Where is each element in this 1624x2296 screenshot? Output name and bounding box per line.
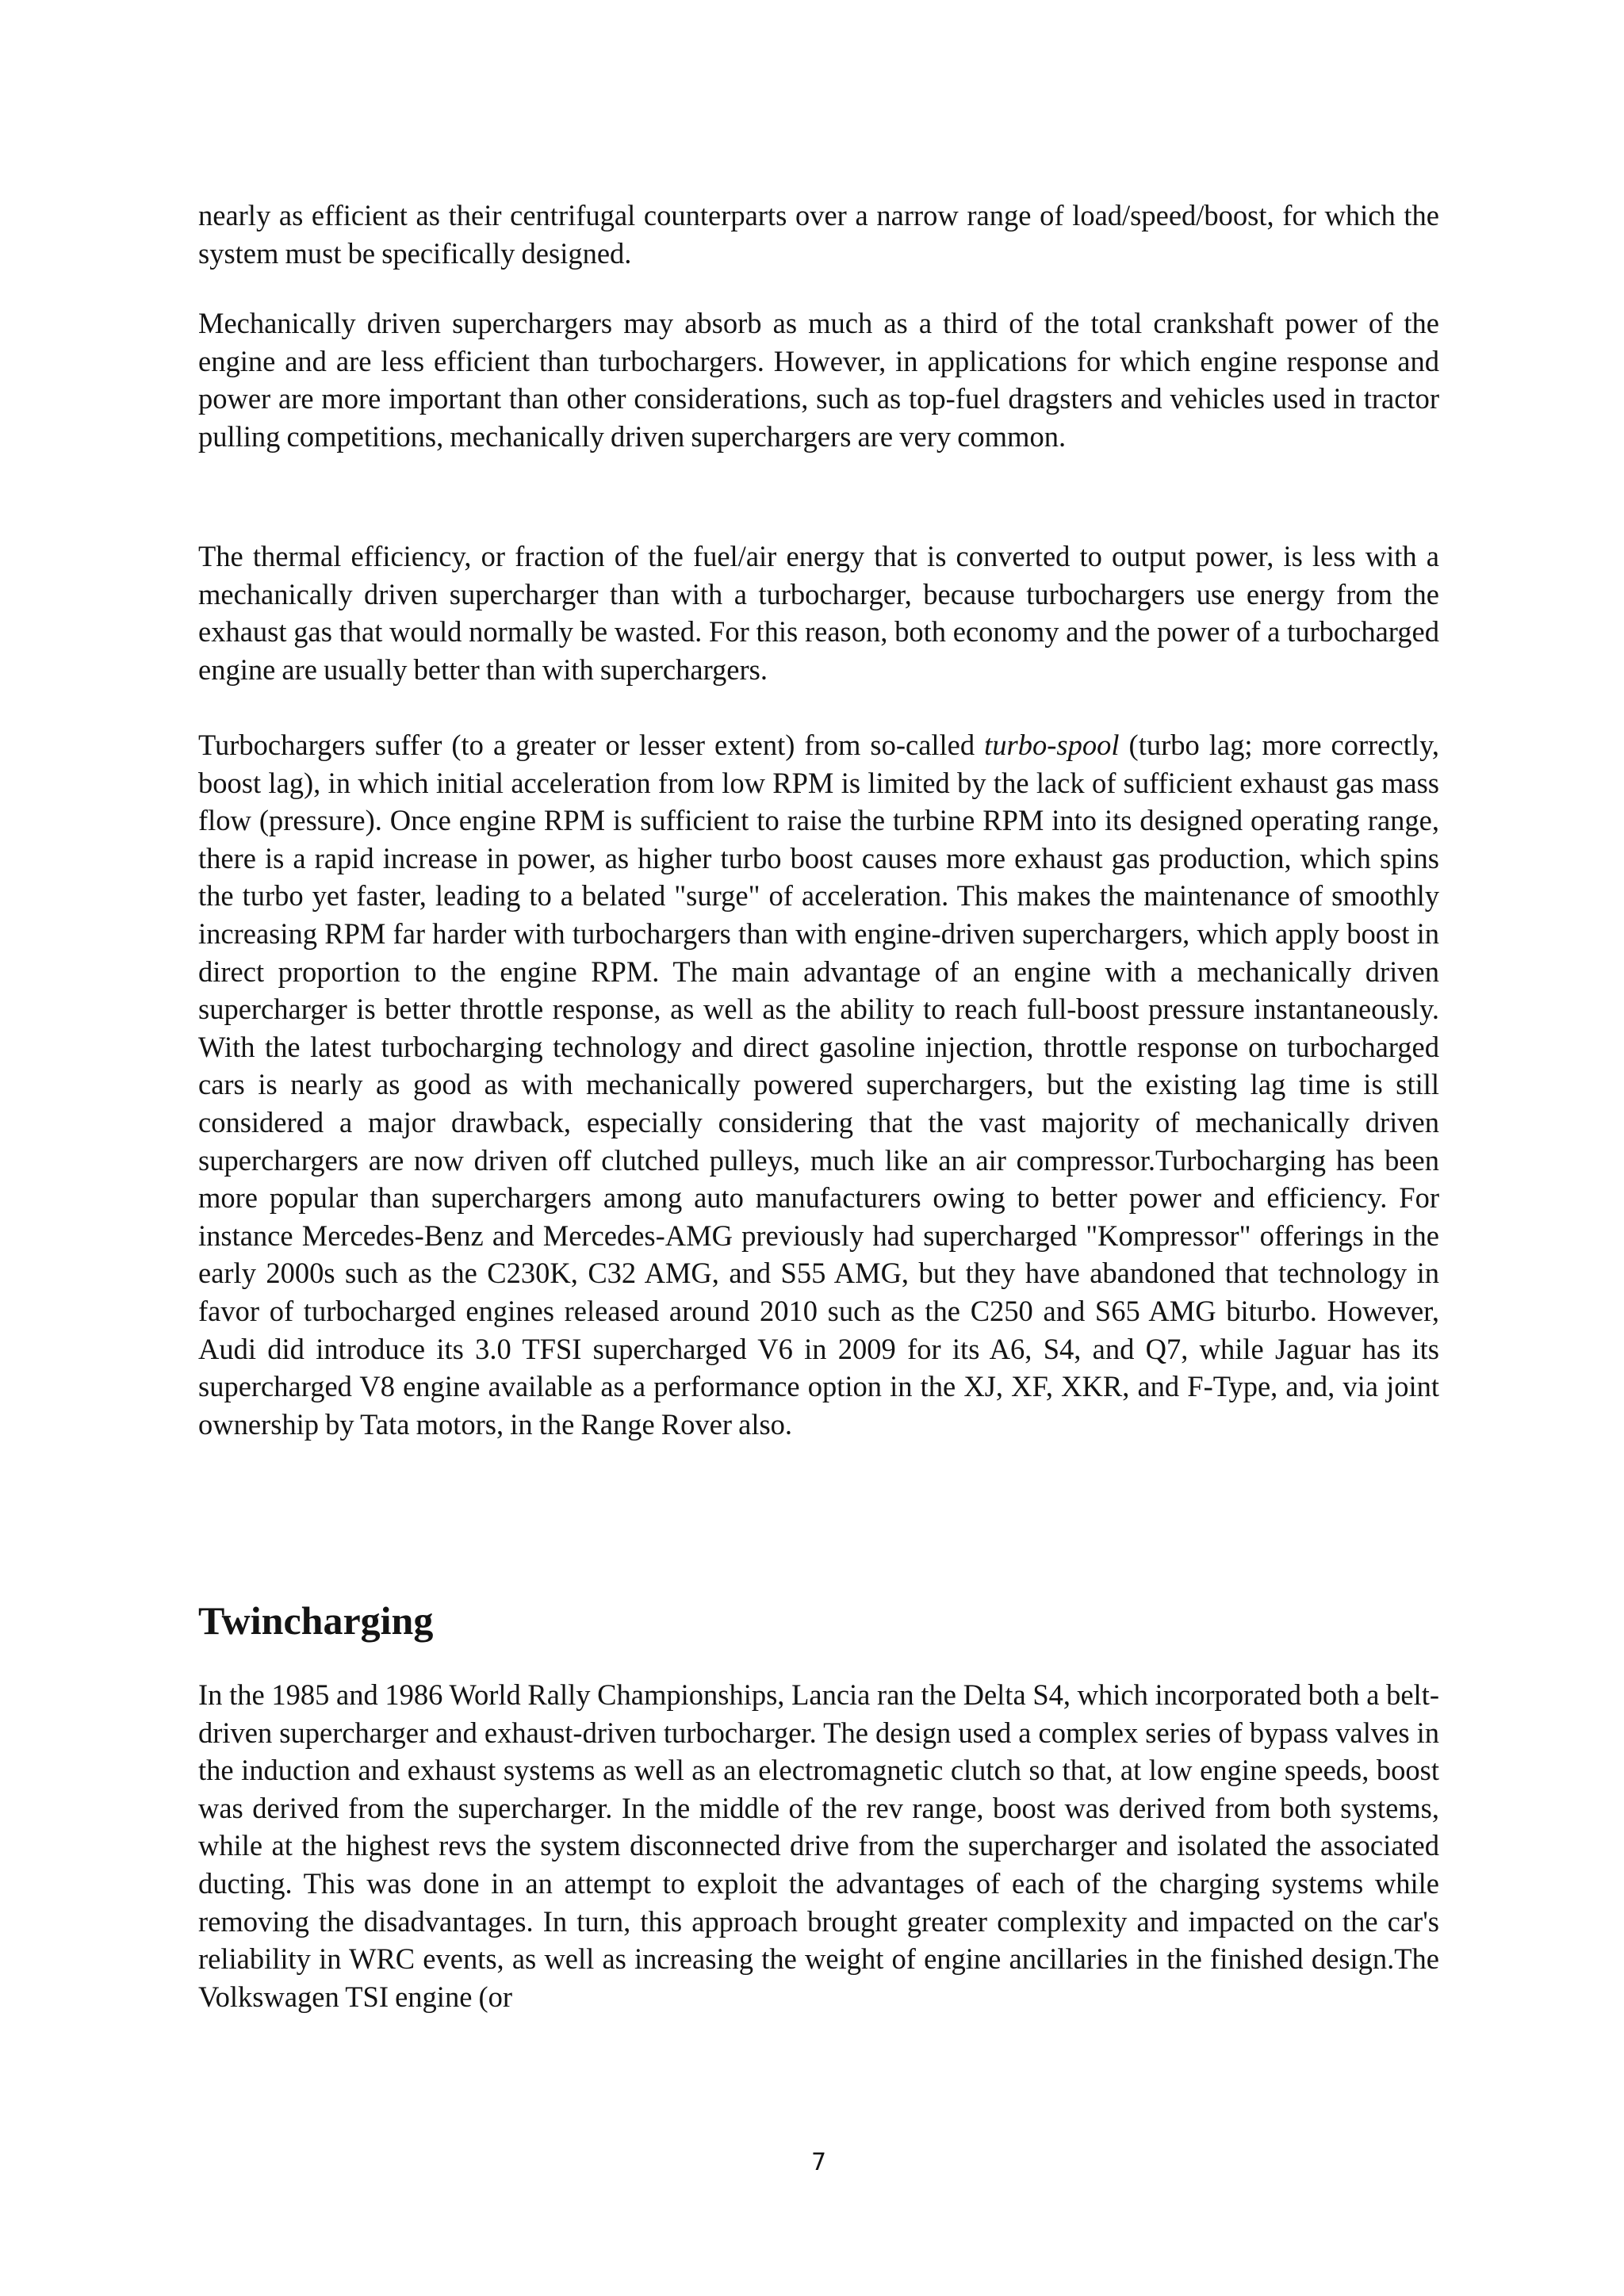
paragraph-turbo-lag <box>198 726 1439 1443</box>
section-heading-twincharging: Twincharging <box>198 1598 434 1643</box>
paragraph-thermal-efficiency: The thermal efficiency, or fraction of the fuel/air energy that is converted to output power, is less with a mechanically driven supercharger than with a turbocharger, because turbochargers use energy from the exhaust gas that would normally be wasted. For this reason, both economy and the power of a turbocharged engine are usually better than with superchargers. <box>198 540 1439 686</box>
document-page <box>198 0 1439 2296</box>
page-number: 7 <box>810 2149 827 2176</box>
paragraph-mechanical-superchargers: Mechanically driven superchargers may absorb as much as a third of the total crankshaft power of the engine and are less efficient than turbochargers. However, in applications for which engine response and power are more important than other considerations, such as top-fuel dragsters and vehicles used in tractor pulling competitions, mechanically driven superchargers are very common. <box>198 307 1439 453</box>
turbo-spool-term: turbo-spool <box>984 729 1120 761</box>
paragraph-turbo-lag-text-end: (turbo lag; more correctly, boost lag), in which initial acceleration from low RPM is limited by the lack of sufficient exhaust gas mass flow (pressure). Once engine RPM is sufficient to raise the turbine RPM into its designed operating range, there is a rapid increase in power, as higher turbo boost causes more exhaust gas production, which spins the turbo yet faster, leading to a belated "surge" of acceleration. This makes the maintenance of smoothly increasing RPM far harder with turbochargers than with engine-driven superchargers, which apply boost in direct proportion to the engine RPM. The main advantage of an engine with a mechanically driven supercharger is better throttle response, as well as the ability to reach full-boost pressure instantaneously. With the latest turbocharging technology and direct gasoline injection, throttle response on turbocharged cars is nearly as good as with mechanically powered superchargers, but the existing lag time is still considered a major drawback, especially considering that the vast majority of mechanically driven superchargers are now driven off clutched pulleys, much like an air compressor.Turbocharging has been more popular than superchargers among auto manufacturers owing to better power and efficiency. For instance Mercedes-Benz and Mercedes-AMG previously had supercharged "Kompressor" offerings in the early 2000s such as the C230K, C32 AMG, and S55 AMG, but they have abandoned that technology in favor of turbocharged engines released around 2010 such as the C250 and S65 AMG biturbo. However, Audi did introduce its 3.0 TFSI supercharged V6 in 2009 for its A6, S4, and Q7, while Jaguar has its supercharged V8 engine available as a performance option in the XJ, XF, XKR, and F-Type, and, via joint ownership by Tata motors, in the Range Rover also. <box>198 729 1439 1441</box>
paragraph-efficiency-range: nearly as efficient as their centrifugal counterparts over a narrow range of load/speed/boost, for which the system must be specifically designed. <box>198 199 1439 270</box>
paragraph-turbo-lag-text-start: Turbochargers suffer (to a greater or lesser extent) from so-called <box>198 729 985 761</box>
paragraph-twincharging: In the 1985 and 1986 World Rally Championships, Lancia ran the Delta S4, which incorporated both a belt-driven supercharger and exhaust-driven turbocharger. The design used a complex series of bypass valves in the induction and exhaust systems as well as an electromagnetic clutch so that, at low engine speeds, boost was derived from the supercharger. In the middle of the rev range, boost was derived from both systems, while at the highest revs the system disconnected drive from the supercharger and isolated the associated ducting. This was done in an attempt to exploit the advantages of each of the charging systems while removing the disadvantages. In turn, this approach brought greater complexity and impacted on the car's reliability in WRC events, as well as increasing the weight of engine ancillaries in the finished design.The Volkswagen TSI engine (or <box>198 1678 1439 2013</box>
